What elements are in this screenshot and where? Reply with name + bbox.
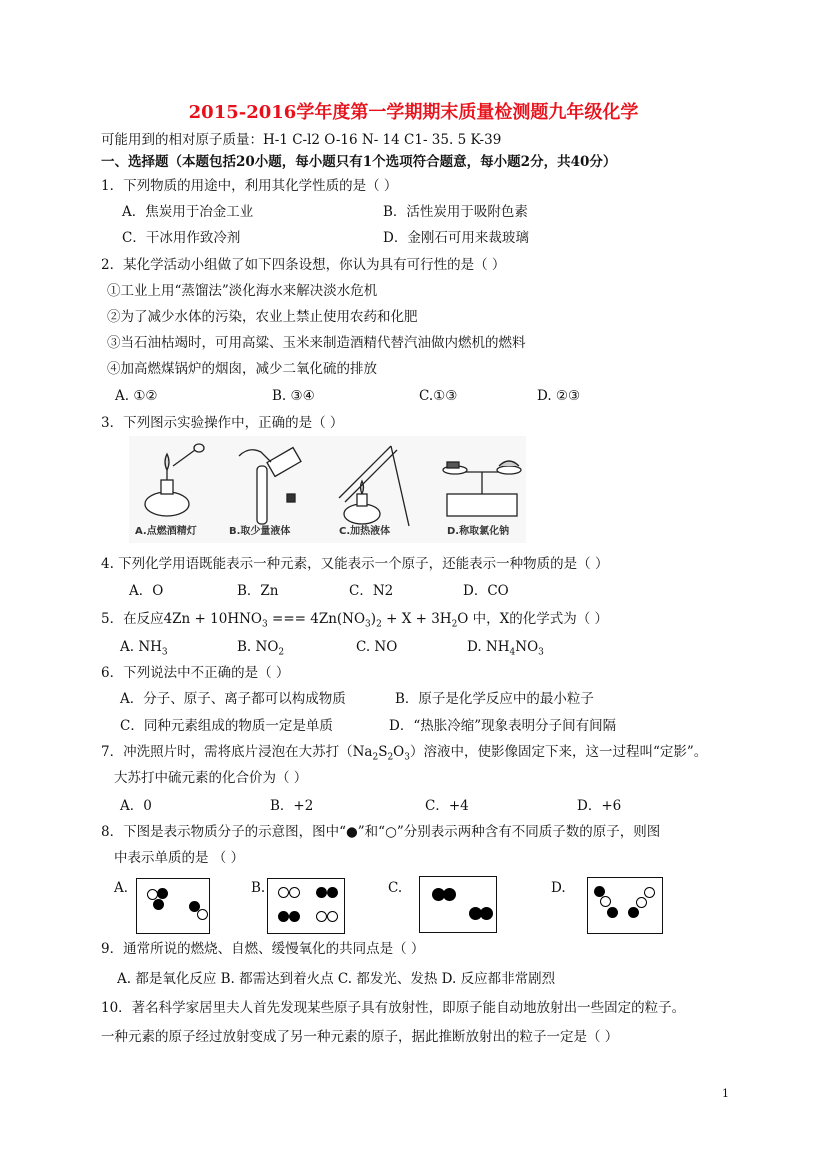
q7-option-b: B．+2 [270,798,314,814]
white-atom [197,909,208,920]
q9-options: A. 都是氧化反应 B. 都需达到着火点 C. 都发光、发热 D. 反应都非常剧烈 [117,971,556,987]
question-8-stem: 8．下图是表示物质分子的示意图，图中“●”和“○”分别表示两种含有不同质子数的原子，则图 [101,824,661,840]
white-atom [636,897,647,908]
question-5-stem: 5．在反应$4Zn + 10HNO_3$ === $4Zn(NO_3)_2 + X + 3H_2O$ 中，X的化学式为（ ） [101,611,609,630]
q6-option-b: B．原子是化学反应中的最小粒子 [395,691,594,707]
q1-option-b: B．活性炭用于吸附色素 [383,204,528,220]
q8-label-d: D. [551,880,566,896]
q2-statement-3: ③当石油枯竭时，可用高粱、玉米来制造酒精代替汽油做内燃机的燃料 [107,335,526,351]
caption-d: D.称取氯化钠 [447,526,510,537]
q7-option-c: C．+4 [425,798,469,814]
q6-option-c: C．同种元素组成的物质一定是单质 [120,718,333,734]
question-2-stem: 2．某化学活动小组做了如下四条设想，你认为具有可行性的是（ ） [101,257,506,273]
q1-option-a: A．焦炭用于冶金工业 [122,204,254,220]
black-atom [443,888,456,901]
molecule-box-c [419,876,497,933]
section-heading: 一、选择题（本题包括20小题，每小题只有1个选项符合题意，每小题2分，共40分） [101,154,617,170]
q2-statement-4: ④加高燃煤锅炉的烟囱，减少二氧化硫的排放 [107,361,377,377]
caption-a: A.点燃酒精灯 [135,526,197,537]
q4-option-d: D．CO [463,583,509,599]
q2-statement-1: ①工业上用“蒸馏法”淡化海水来解决淡水危机 [107,283,378,299]
white-atom [644,887,655,898]
question-7-stem: 7．冲洗照片时，需将底片浸泡在大苏打$(Na_2S_2O_3)$溶液中，使影像固定下来，这一过程叫“定影”。 [101,744,708,763]
q2-option-b: B. ③④ [272,388,315,404]
q4-option-b: B．Zn [237,583,279,599]
question-10-stem: 10．著名科学家居里夫人首先发现某些原子具有放射性，即原子能自动地放射出一些固定的粒子。 [101,1000,686,1016]
q8-label-c: C. [388,880,403,896]
question-6-stem: 6．下列说法中不正确的是（ ） [101,665,290,681]
q8-label-a: A． [114,880,138,896]
white-atom [316,911,327,922]
q4-option-c: C．N2 [349,583,394,599]
q5-option-b: B. $NO_2$ [237,639,285,658]
q1-option-c: C．干冰用作致冷剂 [122,230,241,246]
black-atom [480,907,493,920]
q8-label-b: B. [251,880,266,896]
q5-option-c: C. NO [356,639,398,655]
q5-option-d: D. $NH_4NO_3$ [467,639,544,658]
lab-operations-figure [129,436,526,543]
question-1-stem: 1．下列物质的用途中，利用其化学性质的是（ ） [101,178,398,194]
q5-option-a: A. $NH_3$ [120,639,168,658]
black-atom [278,911,289,922]
question-8-stem-2: 中表示单质的是 （ ） [114,850,245,866]
page-number: 1 [722,1087,729,1100]
molecule-box-a [136,878,210,934]
q2-option-c: C.①③ [419,388,458,404]
black-atom [289,911,300,922]
question-10-stem-2: 一种元素的原子经过放射变成了另一种元素的原子，据此推断放射出的粒子一定是（ ） [101,1029,619,1045]
q4-option-a: A．O [129,583,164,599]
black-atom [628,907,639,918]
caption-b: B.取少量液体 [229,526,291,537]
molecule-box-d [587,877,663,934]
q7-option-a: A．0 [120,798,152,814]
black-atom [327,887,338,898]
black-atom [316,887,327,898]
white-atom [327,911,338,922]
black-atom [607,907,618,918]
black-atom [153,899,164,910]
atomic-masses: 可能用到的相对原子质量：H-1 C-l2 O-16 N- 14 C1- 35. 5 K-39 [101,132,502,148]
q1-option-d: D．金刚石可用来裁玻璃 [383,230,529,246]
q6-option-a: A．分子、原子、离子都可以构成物质 [120,691,346,707]
q6-option-d: D．“热胀冷缩”现象表明分子间有间隔 [389,718,617,734]
question-9-stem: 9．通常所说的燃烧、自燃、缓慢氧化的共同点是（ ） [101,941,425,957]
question-3-stem: 3．下列图示实验操作中，正确的是（ ） [101,415,344,431]
white-atom [289,887,300,898]
q2-option-d: D. ②③ [537,388,581,404]
q7-option-d: D．+6 [577,798,622,814]
q2-option-a: A. ①② [115,388,158,404]
molecule-box-b [267,878,345,934]
exam-title: 2015-2016学年度第一学期期末质量检测题九年级化学 [188,102,639,123]
caption-c: C.加热液体 [339,526,391,537]
lab-operations-drawing [129,436,526,543]
white-atom [600,896,611,907]
q2-statement-2: ②为了减少水体的污染，农业上禁止使用农药和化肥 [107,309,418,325]
question-7-stem-2: 大苏打中硫元素的化合价为（ ） [114,770,308,786]
white-atom [278,887,289,898]
question-4-stem: 4. 下列化学用语既能表示一种元素，又能表示一个原子，还能表示一种物质的是（ ） [101,556,609,572]
black-atom [157,888,168,899]
